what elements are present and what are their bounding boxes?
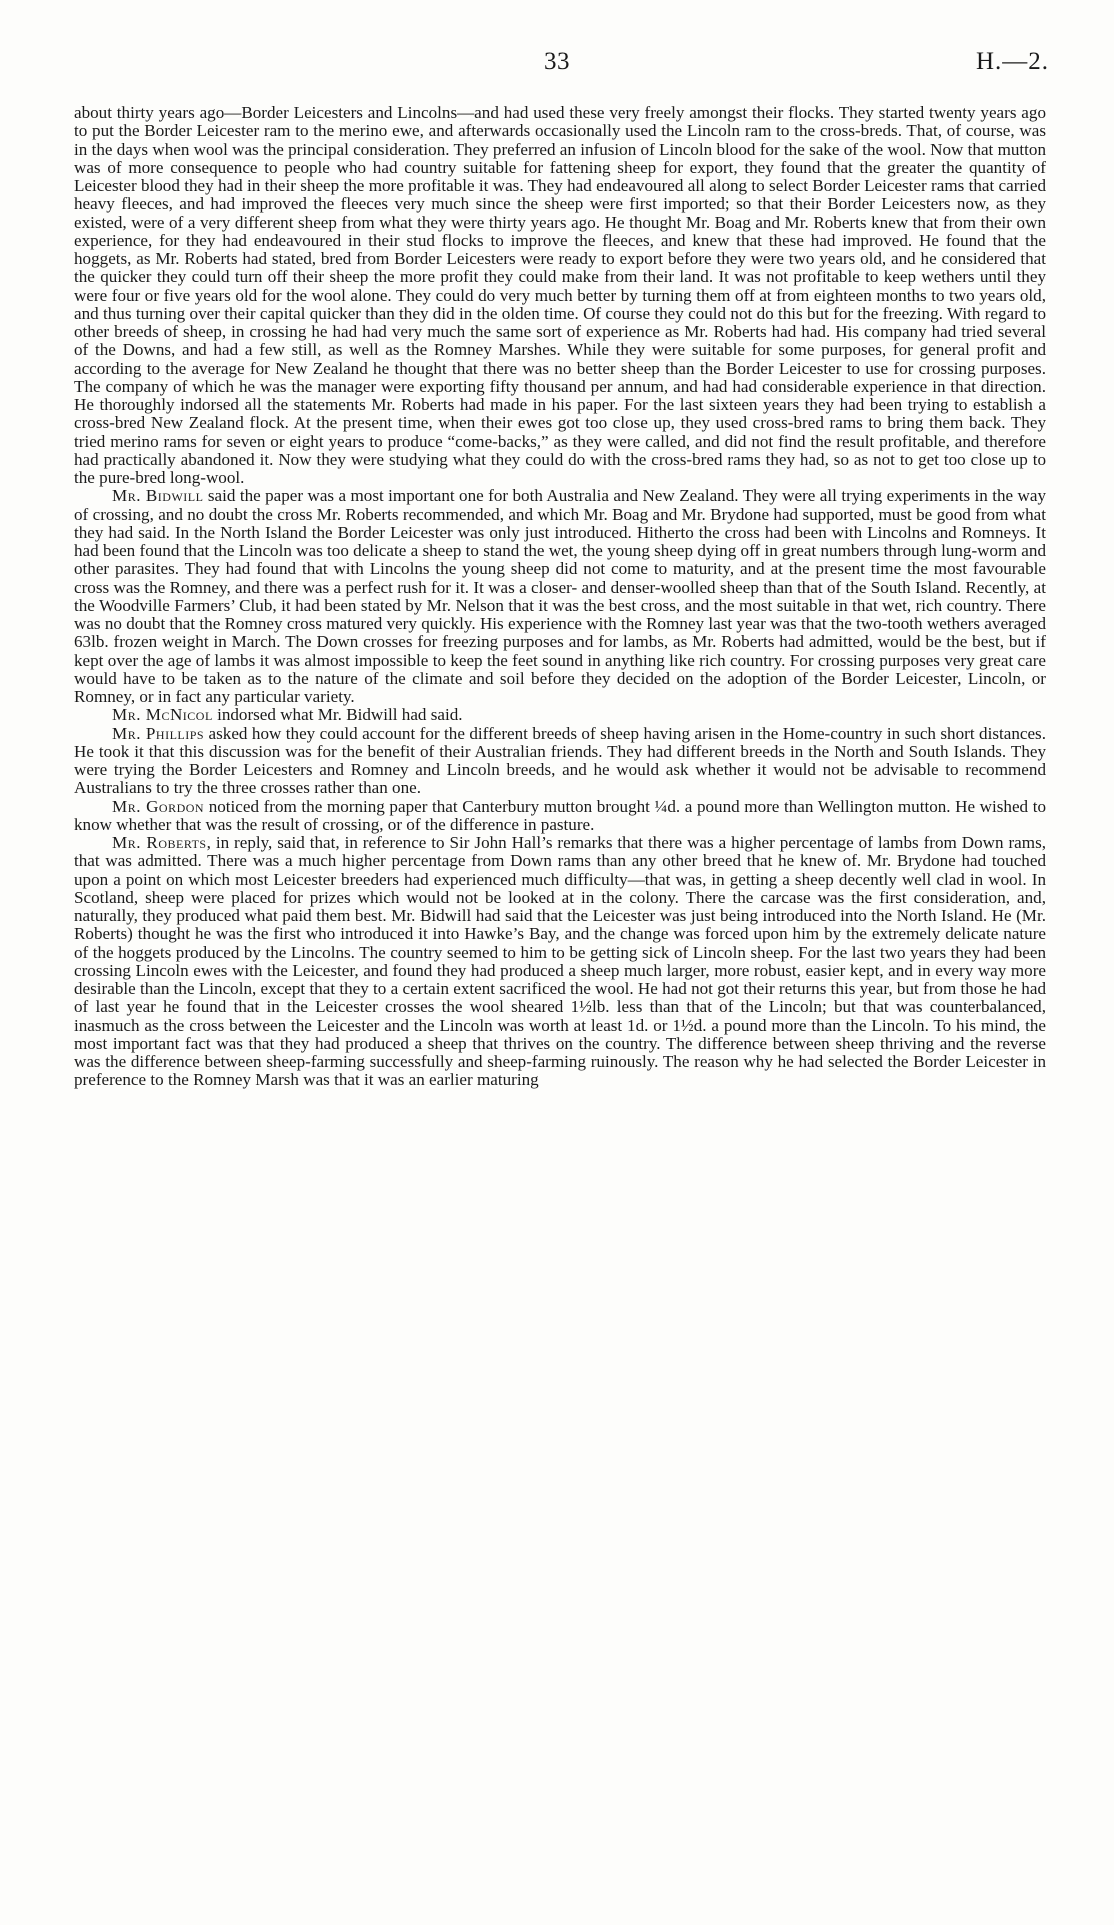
- paragraph-roberts: [74, 834, 1046, 1090]
- paragraph-bidwill: [74, 487, 1046, 706]
- speaker-name: Mr. Roberts: [112, 833, 207, 852]
- paragraph-phillips: [74, 725, 1046, 798]
- body-text: [74, 104, 1046, 1090]
- page-number: 33: [544, 48, 570, 75]
- paragraph-gordon: [74, 798, 1046, 835]
- paragraph-text: asked how they could account for the different breeds of sheep having arisen in the Home-country in such short distances. He took it that this discussion was for the benefit of their Australian friends. They had different breeds in the North and South Islands. They were trying the Border Leicesters and Romney and Lincoln breeds, and he would ask whether it would not be advisable to recommend Australians to try the three crosses rather than one.: [74, 723, 1046, 798]
- speaker-name: Mr. McNicol: [112, 705, 213, 725]
- paragraph-text: , in reply, said that, in reference to Sir John Hall’s remarks that there was a higher percentage of lambs from Down rams, that was admitted. There was a much higher percentage from Down rams than any other breed that he knew of. Mr. Brydone had touched upon a point on which most Leicester breeders had experienced much difficulty—that was, in getting a sheep decently well clad in wool. In Scotland, sheep were placed for prizes which would not be looked at in the colony. There the carcase was the first consideration, and, naturally, they produced what paid them best. Mr. Bidwill had said that the Leicester was just being introduced into the North Island. He (Mr. Roberts) thought he was the first who introduced it into Hawke’s Bay, and the change was forced upon him by the extremely delicate nature of the hoggets produced by the Lincolns. The country seemed to him to be getting sick of Lincoln sheep. For the last two years they had been crossing Lincoln ewes with the Leicester, and found they had produced a sheep much larger, more robust, easier kept, and in every way more desirable than the Lincoln, except that they to a certain extent sacrificed the wool. He had not got their returns this year, but from those he had of last year he found that in the Leicester crosses the wool sheared 1½lb. less than that of the Lincoln; but that was counterbalanced, inasmuch as the cross between the Leicester and the Lincoln was worth at least 1d. or 1½d. a pound more than the Lincoln. To his mind, the most important fact was that they had produced a sheep that thrives on the country. The difference between sheep thriving and the reverse was the difference between sheep-farming successfully and sheep-farming ruinously. The reason why he had selected the Border Leicester in preference to the Romney Marsh was that it was an earlier maturing: [74, 833, 1046, 1090]
- paragraph-text: about thirty years ago—Border Leicesters and Lincolns—and had used these very freely amongst their flocks. They started twenty years ago to put the Border Leicester ram to the merino ewe, and afterwards occasionally used the Lincoln ram to the cross-breds. That, of course, was in the days when wool was the principal consideration. They preferred an infusion of Lincoln blood for the sake of the wool. Now that mutton was of more consequence to people who had country suitable for fattening sheep for export, they found that the greater the quantity of Leicester blood they had in their sheep the more profitable it was. They had endeavoured all along to select Border Leicester rams that carried heavy fleeces, and had improved the fleeces very much since the sheep were first imported; so that their Border Leicesters now, as they existed, were of a very different sheep from what they were thirty years ago. He thought Mr. Boag and Mr. Roberts knew that from their own experience, for they had endeavoured in their stud flocks to improve the fleeces, and knew that these had improved. He found that the hoggets, as Mr. Roberts had stated, bred from Border Leicesters were ready to export before they were two years old, and he considered that the quicker they could turn off their sheep the more profit they could make from their land. It was not profitable to keep wethers until they were four or five years old for the wool alone. They could do very much better by turning them off at from eighteen months to two years old, and thus turning over their capital quicker than they did in the olden time. Of course they could not do this but for the freezing. With regard to other breeds of sheep, in crossing he had had very much the same sort of experience as Mr. Roberts had had. His company had tried several of the Downs, and had a few still, as well as the Romney Marshes. While they were suitable for some purposes, for general profit and according to the average for New Zealand he thought that there was no better sheep than the Border Leicester to use for crossing purposes. The company of which he was the manager were exporting fifty thousand per annum, and had had considerable experience in that direction. He thoroughly indorsed all the statements Mr. Roberts had made in his paper. For the last sixteen years they had been trying to establish a cross-bred New Zealand flock. At the present time, when their ewes got too close up, they used cross-bred rams to bring them back. They tried merino rams for seven or eight years to produce “come-backs,” as they were called, and did not find the result profitable, and therefore had practically abandoned it. Now they were studying what they could do with the cross-bred rams they had, so as not to get too close up to the pure-bred long-wool.: [74, 103, 1046, 487]
- paragraph-text: indorsed what Mr. Bidwill had said.: [212, 705, 463, 725]
- paragraph-continuation: [74, 104, 1046, 487]
- speaker-name: Mr. Bidwill: [112, 486, 204, 506]
- speaker-name: Mr. Gordon: [112, 796, 205, 816]
- paragraph-text: noticed from the morning paper that Canterbury mutton brought ¼d. a pound more than Wellington mutton. He wished to know whether that was the result of crossing, or of the difference in pasture.: [74, 796, 1047, 834]
- paragraph-text: said the paper was a most important one for both Australia and New Zealand. They were all trying experiments in the way of crossing, and no doubt the cross Mr. Roberts recommended, and which Mr. Boag and Mr. Brydone had supported, must be good from what they had said. In the North Island the Border Leicester was only just introduced. Hitherto the cross had been with Lincolns and Romneys. It had been found that the Lincoln was too delicate a sheep to stand the wet, the young sheep dying off in great numbers through lung-worm and other parasites. They had found that with Lincolns the young sheep did not come to maturity, and at the present time the most favourable cross was the Romney, and there was a perfect rush for it. It was a closer- and denser-woolled sheep than that of the South Island. Recently, at the Woodville Farmers’ Club, it had been stated by Mr. Nelson that it was the best cross, and the most suitable in that wet, rich country. There was no doubt that the Romney cross matured very quickly. His experience with the Romney last year was that the two-tooth wethers averaged 63lb. frozen weight in March. The Down crosses for freezing purposes and for lambs, as Mr. Roberts had admitted, would be the best, but if kept over the age of lambs it was almost impossible to keep the feet sound in anything like rich country. For crossing purposes very great care would have to be taken as to the nature of the climate and soil before they decided on the adoption of the Border Leicester, Lincoln, or Romney, or in fact any particular variety.: [74, 486, 1047, 706]
- paragraph-mcnicol: [74, 706, 1046, 724]
- document-reference: H.—2.: [975, 48, 1049, 75]
- speaker-name: Mr. Phillips: [112, 723, 205, 743]
